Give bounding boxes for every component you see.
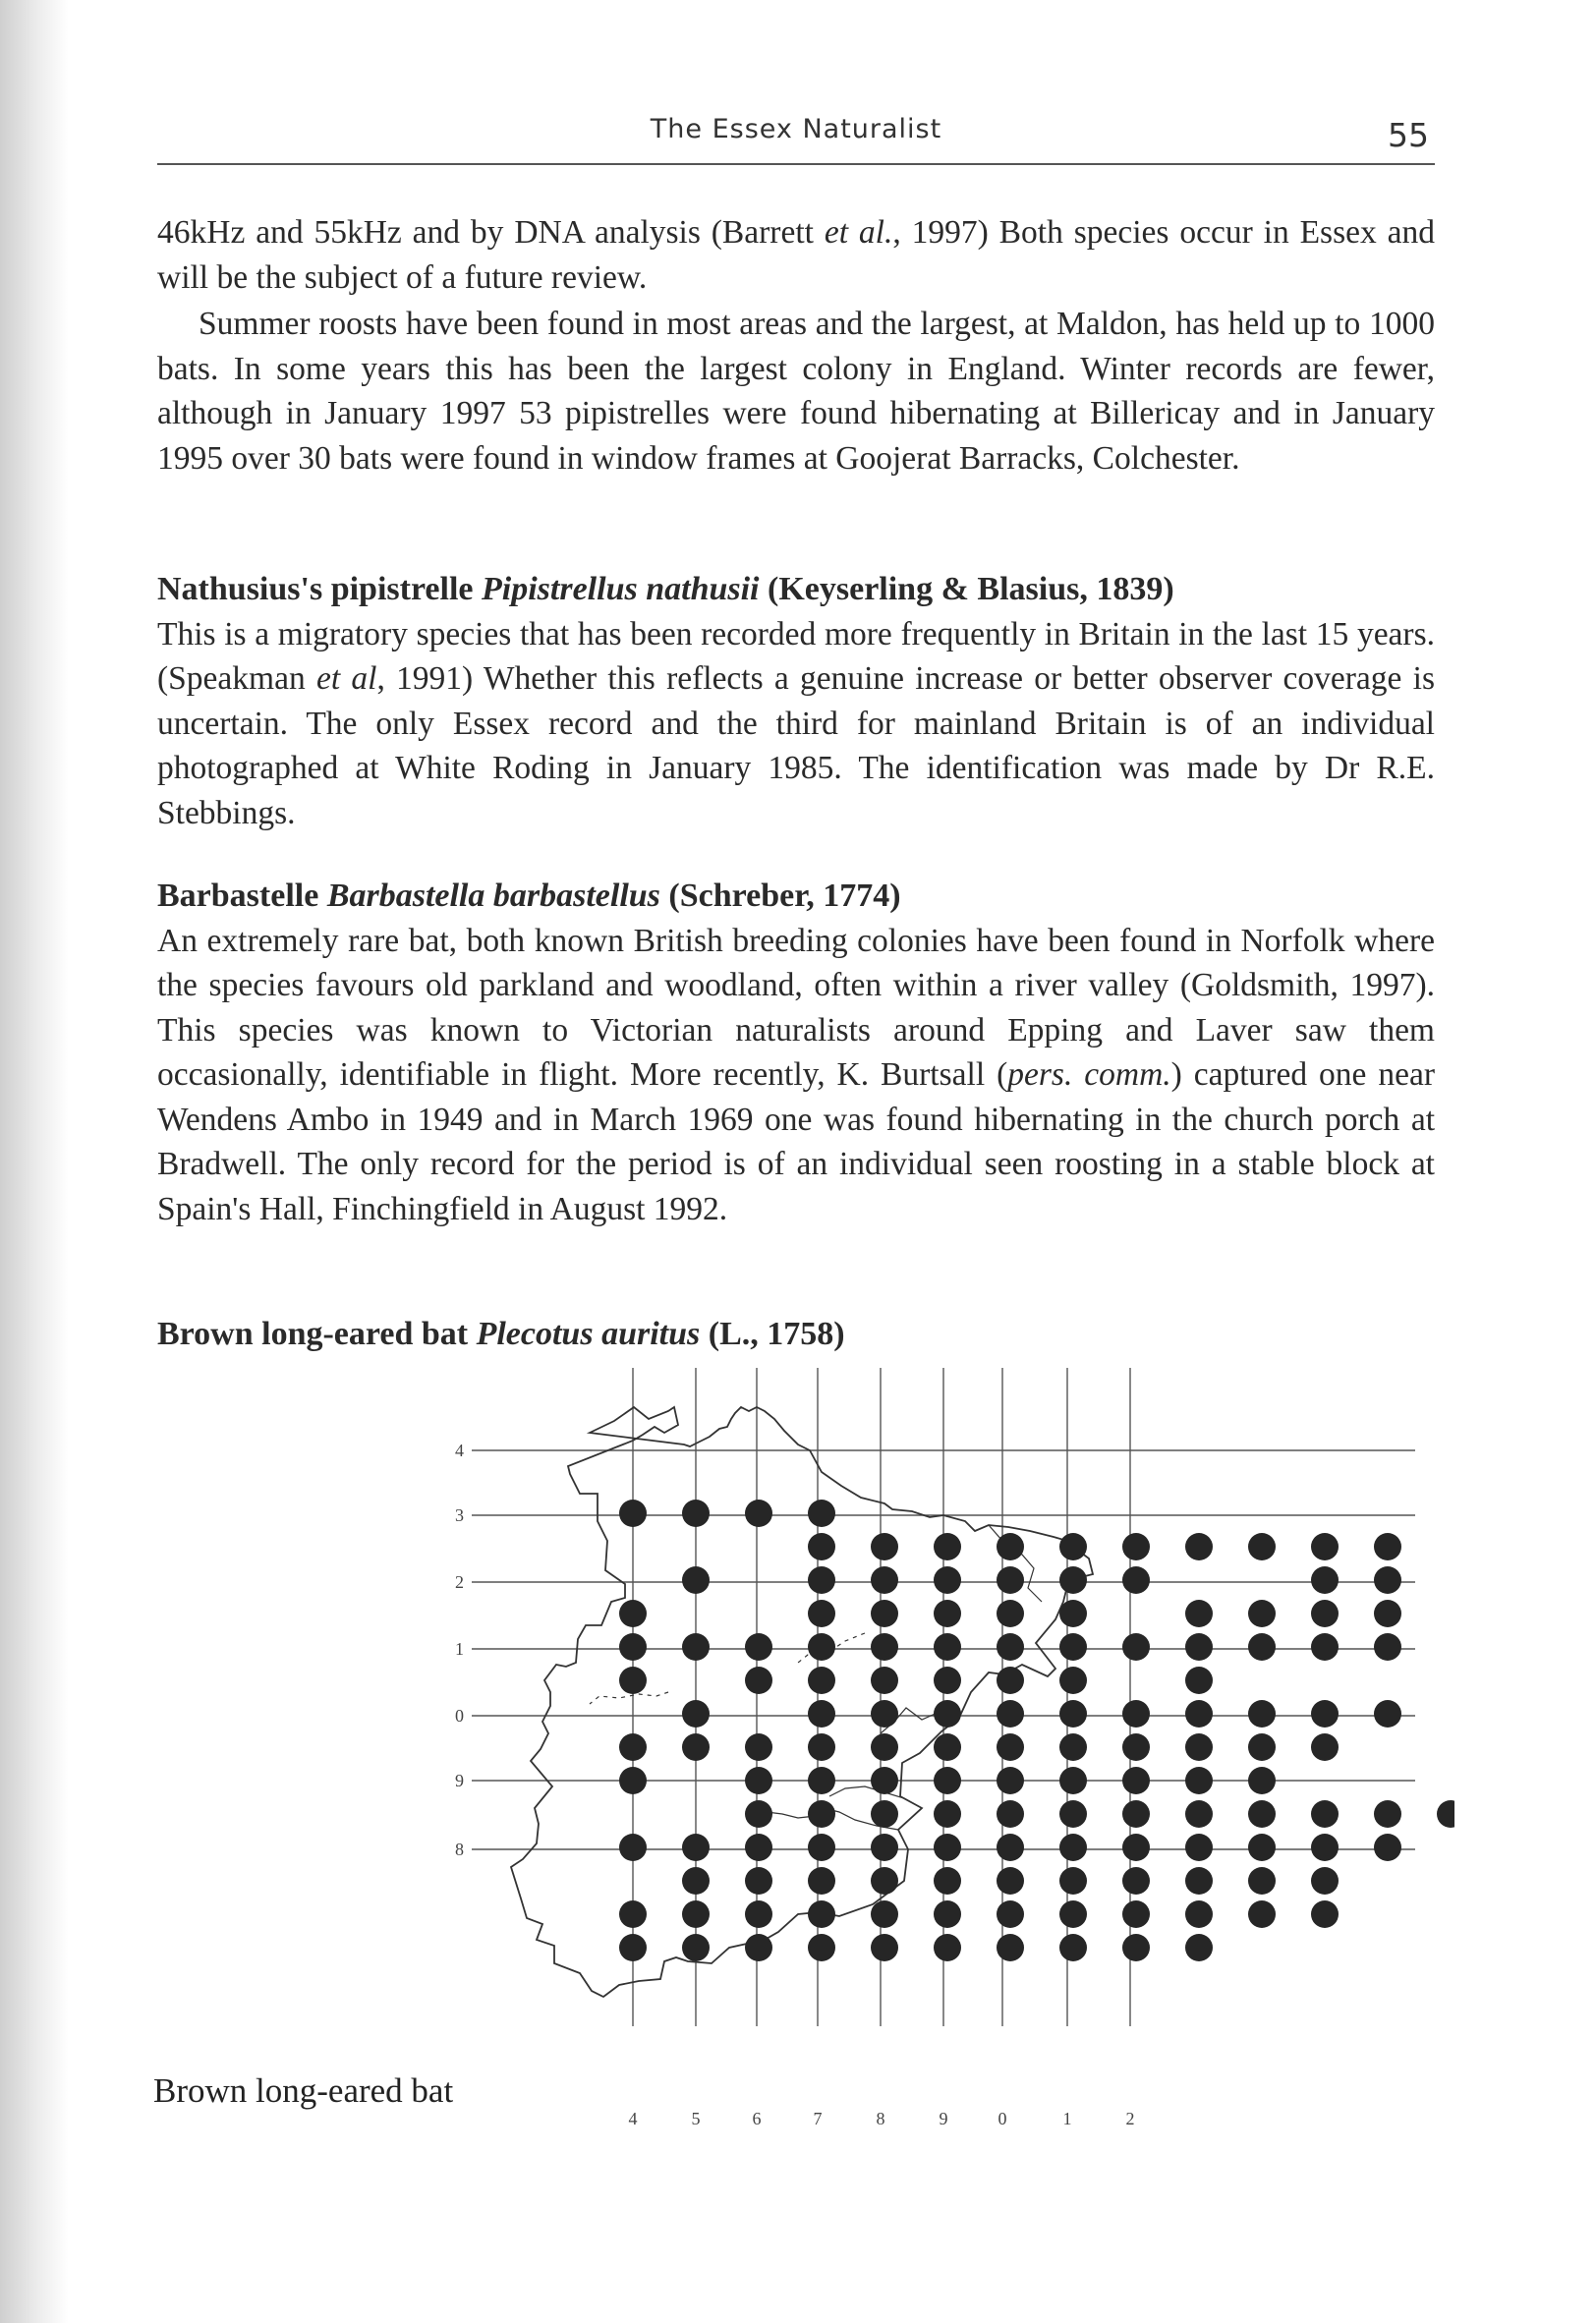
text-run: Summer roosts have been found in most areas and the largest, at Maldon, has held up to 1000 bats. In some years this has been the largest colony in England. Winter records are fewer, although in January 1997 53 pipistrelles were found hibernating at Billericay and in January 1995 over 30 bats were found in window frames at Goojerat Barracks, Colchester. — [157, 306, 1435, 477]
italic-text-run: et al. — [824, 214, 893, 251]
record-dot — [682, 1633, 710, 1661]
italic-text-run: Pipistrellus nathusii — [482, 571, 760, 607]
record-dot — [997, 1667, 1024, 1694]
record-dot — [1248, 1700, 1276, 1728]
text-run: (L., 1758) — [700, 1316, 845, 1352]
record-dot — [1122, 1934, 1150, 1961]
record-dot — [1122, 1834, 1150, 1861]
record-dot — [1185, 1533, 1213, 1560]
record-dot — [619, 1667, 647, 1694]
text-run: Brown long-eared bat — [157, 1316, 477, 1352]
record-dot — [1311, 1600, 1339, 1627]
record-dot — [1311, 1733, 1339, 1761]
map-x-label: 8 — [876, 2109, 885, 2128]
text-run: An extremely rare bat, both known British breeding colonies have been found in Norfolk where the species favours old parkland and woodland, often within a river valley (Goldsmith, 1997). This species was known to Victorian naturalists around Epping and Laver saw them occasionally, identifiable in flight. More recently, K. Burtsall ( — [157, 922, 1435, 1093]
record-dot — [871, 1600, 898, 1627]
record-dot — [745, 1633, 772, 1661]
record-dot — [997, 1600, 1024, 1627]
record-dot — [934, 1600, 961, 1627]
record-dot — [1185, 1667, 1213, 1694]
record-dot — [619, 1733, 647, 1761]
record-dot — [997, 1900, 1024, 1928]
record-dot — [682, 1834, 710, 1861]
record-dot — [619, 1767, 647, 1794]
italic-text-run: et al — [315, 660, 377, 697]
record-dot — [619, 1834, 647, 1861]
record-dot — [1248, 1633, 1276, 1661]
record-dot — [1122, 1767, 1150, 1794]
record-dot — [808, 1566, 835, 1594]
record-dot — [997, 1633, 1024, 1661]
record-dot — [1122, 1566, 1150, 1594]
body-text — [157, 210, 1435, 481]
record-dot — [1185, 1800, 1213, 1828]
map-caption: Brown long-eared bat — [153, 2071, 454, 2110]
record-dot — [682, 1500, 710, 1527]
record-dot — [808, 1934, 835, 1961]
record-dot — [1185, 1900, 1213, 1928]
map-y-label: 1 — [455, 1639, 464, 1659]
text-run: This is a migratory species that has been recorded more frequently in Britain in the last 15 years. (Speakman — [157, 615, 1435, 697]
record-dot — [1311, 1834, 1339, 1861]
record-dot — [1311, 1800, 1339, 1828]
record-dot — [1122, 1533, 1150, 1560]
record-dot — [808, 1633, 835, 1661]
record-dot — [1122, 1700, 1150, 1728]
text-run: ) captured one near Wendens Ambo in 1949 and in March 1969 one was found hibernating in the church porch at Bradwell. The only record for the period is of an individual seen roosting in a stable block at Spain's Hall, Finchingfield in August 1992. — [157, 1056, 1435, 1227]
record-dot — [682, 1566, 710, 1594]
record-dot — [1437, 1800, 1454, 1828]
record-dot — [871, 1867, 898, 1895]
record-dot — [745, 1667, 772, 1694]
record-dot — [745, 1500, 772, 1527]
record-dot — [871, 1767, 898, 1794]
record-dot — [808, 1600, 835, 1627]
map-y-label: 0 — [455, 1706, 464, 1726]
record-dot — [1374, 1600, 1401, 1627]
italic-text-run: Plecotus auritus — [476, 1316, 701, 1352]
record-dot — [934, 1733, 961, 1761]
record-dot — [1059, 1700, 1087, 1728]
record-dot — [1311, 1900, 1339, 1928]
map-x-label: 6 — [752, 2109, 762, 2128]
record-dot — [1059, 1600, 1087, 1627]
italic-text-run: Barbastella barbastellus — [326, 878, 660, 914]
record-dot — [871, 1566, 898, 1594]
record-dot — [682, 1733, 710, 1761]
record-dot — [1311, 1533, 1339, 1560]
record-dot — [934, 1900, 961, 1928]
record-dot — [1248, 1533, 1276, 1560]
map-x-label: 9 — [939, 2109, 948, 2128]
map-x-label: 1 — [1062, 2109, 1072, 2128]
species-nathusius — [157, 567, 1435, 835]
map-y-labels — [455, 1441, 464, 1859]
distribution-map-svg — [432, 1368, 1454, 2144]
text-run: , 1991) Whether this reflects a genuine increase or better observer coverage is uncertain. The only Essex record and the third for mainland Britain is of an individual photographed at White Roding in January 1985. The identification was made by Dr R.E. Stebbings. — [157, 660, 1435, 831]
record-dot — [997, 1767, 1024, 1794]
record-dot — [871, 1733, 898, 1761]
record-dot — [1059, 1800, 1087, 1828]
map-y-label: 3 — [455, 1505, 464, 1525]
record-dot — [1059, 1900, 1087, 1928]
record-dot — [934, 1667, 961, 1694]
record-dot — [1248, 1767, 1276, 1794]
record-dot — [1185, 1767, 1213, 1794]
record-dot — [1374, 1834, 1401, 1861]
record-dot — [808, 1667, 835, 1694]
record-dot — [997, 1867, 1024, 1895]
map-y-label: 2 — [455, 1572, 464, 1592]
record-dot — [808, 1500, 835, 1527]
record-dot — [1059, 1767, 1087, 1794]
record-dot — [934, 1633, 961, 1661]
record-dot — [1248, 1800, 1276, 1828]
record-dot — [745, 1767, 772, 1794]
record-dot — [682, 1934, 710, 1961]
record-dot — [871, 1834, 898, 1861]
record-dot — [1248, 1834, 1276, 1861]
record-dot — [1122, 1800, 1150, 1828]
map-x-label: 4 — [628, 2109, 638, 2128]
record-dot — [745, 1733, 772, 1761]
record-dot — [871, 1700, 898, 1728]
record-dot — [871, 1633, 898, 1661]
species-brown-long-eared — [157, 1312, 1435, 1357]
record-dot — [745, 1867, 772, 1895]
text-run: , 1997) Both species occur in Essex and will be the subject of a future review. — [157, 214, 1436, 296]
map-x-label: 5 — [691, 2109, 701, 2128]
record-dot — [619, 1633, 647, 1661]
record-dot — [1311, 1633, 1339, 1661]
record-dot — [934, 1767, 961, 1794]
record-dot — [1185, 1700, 1213, 1728]
record-dot — [934, 1700, 961, 1728]
record-dot — [1059, 1533, 1087, 1560]
page-number: 55 — [1388, 116, 1429, 154]
record-dot — [1059, 1834, 1087, 1861]
running-head — [157, 112, 1435, 165]
record-dot — [808, 1767, 835, 1794]
record-dot — [997, 1566, 1024, 1594]
text-run: (Schreber, 1774) — [659, 878, 901, 914]
page-gutter-shadow — [0, 0, 69, 2323]
species-heading — [157, 874, 1435, 919]
record-dot — [1248, 1600, 1276, 1627]
record-dot — [934, 1934, 961, 1961]
record-dot — [1248, 1867, 1276, 1895]
record-dot — [1374, 1700, 1401, 1728]
record-dot — [1374, 1566, 1401, 1594]
record-dot — [1059, 1667, 1087, 1694]
record-dot — [997, 1733, 1024, 1761]
journal-title: The Essex Naturalist — [650, 114, 942, 144]
record-dot — [997, 1800, 1024, 1828]
record-dot — [808, 1533, 835, 1560]
species-barbastelle — [157, 874, 1435, 1231]
record-dot — [1311, 1700, 1339, 1728]
record-dot — [997, 1934, 1024, 1961]
record-dot — [997, 1700, 1024, 1728]
map-y-label: 8 — [455, 1840, 464, 1859]
record-dot — [934, 1800, 961, 1828]
species-body — [157, 612, 1435, 836]
record-dot — [871, 1900, 898, 1928]
record-dot — [1059, 1633, 1087, 1661]
record-dot — [808, 1700, 835, 1728]
record-dot — [1122, 1867, 1150, 1895]
record-dot — [745, 1800, 772, 1828]
record-dot — [1122, 1733, 1150, 1761]
map-x-label: 0 — [998, 2109, 1007, 2128]
record-dot — [1059, 1934, 1087, 1961]
record-dot — [1185, 1633, 1213, 1661]
record-dot — [1122, 1900, 1150, 1928]
species-body — [157, 919, 1435, 1232]
record-dot — [1185, 1733, 1213, 1761]
text-run: 46kHz and 55kHz and by DNA analysis (Barrett — [157, 214, 825, 251]
record-dot — [871, 1934, 898, 1961]
record-dot — [1185, 1934, 1213, 1961]
record-dot — [934, 1566, 961, 1594]
record-dot — [1374, 1800, 1401, 1828]
map-x-label: 7 — [813, 2109, 823, 2128]
record-dots — [619, 1500, 1454, 1961]
record-dot — [934, 1867, 961, 1895]
record-dot — [745, 1934, 772, 1961]
record-dot — [808, 1834, 835, 1861]
record-dot — [619, 1934, 647, 1961]
record-dot — [1122, 1633, 1150, 1661]
record-dot — [745, 1834, 772, 1861]
record-dot — [1059, 1566, 1087, 1594]
record-dot — [808, 1800, 835, 1828]
record-dot — [619, 1600, 647, 1627]
record-dot — [1311, 1566, 1339, 1594]
record-dot — [997, 1834, 1024, 1861]
record-dot — [682, 1700, 710, 1728]
record-dot — [871, 1667, 898, 1694]
record-dot — [934, 1834, 961, 1861]
map-x-labels — [629, 2109, 1135, 2128]
record-dot — [619, 1500, 647, 1527]
record-dot — [871, 1533, 898, 1560]
record-dot — [871, 1800, 898, 1828]
record-dot — [1311, 1867, 1339, 1895]
text-run: (Keyserling & Blasius, 1839) — [759, 571, 1174, 607]
record-dot — [1248, 1900, 1276, 1928]
record-dot — [997, 1533, 1024, 1560]
record-dot — [619, 1900, 647, 1928]
record-dot — [934, 1533, 961, 1560]
record-dot — [808, 1900, 835, 1928]
record-dot — [808, 1733, 835, 1761]
distribution-map — [432, 1368, 1454, 2144]
record-dot — [1059, 1733, 1087, 1761]
record-dot — [745, 1900, 772, 1928]
record-dot — [1374, 1533, 1401, 1560]
species-heading — [157, 1312, 1435, 1357]
record-dot — [682, 1900, 710, 1928]
map-y-label: 9 — [455, 1771, 464, 1790]
record-dot — [1185, 1834, 1213, 1861]
text-run: Barbastelle — [157, 878, 327, 914]
paragraph-continuation — [157, 210, 1435, 300]
record-dot — [1248, 1733, 1276, 1761]
text-run: Nathusius's pipistrelle — [157, 571, 483, 607]
italic-text-run: pers. comm. — [1007, 1056, 1171, 1093]
map-x-label: 2 — [1125, 2109, 1135, 2128]
record-dot — [1185, 1867, 1213, 1895]
species-heading — [157, 567, 1435, 612]
record-dot — [808, 1867, 835, 1895]
record-dot — [1185, 1600, 1213, 1627]
map-y-label: 4 — [455, 1441, 464, 1460]
record-dot — [1374, 1633, 1401, 1661]
district-boundary — [590, 1692, 668, 1704]
record-dot — [682, 1867, 710, 1895]
paragraph-summer-roosts — [157, 302, 1435, 481]
record-dot — [1059, 1867, 1087, 1895]
